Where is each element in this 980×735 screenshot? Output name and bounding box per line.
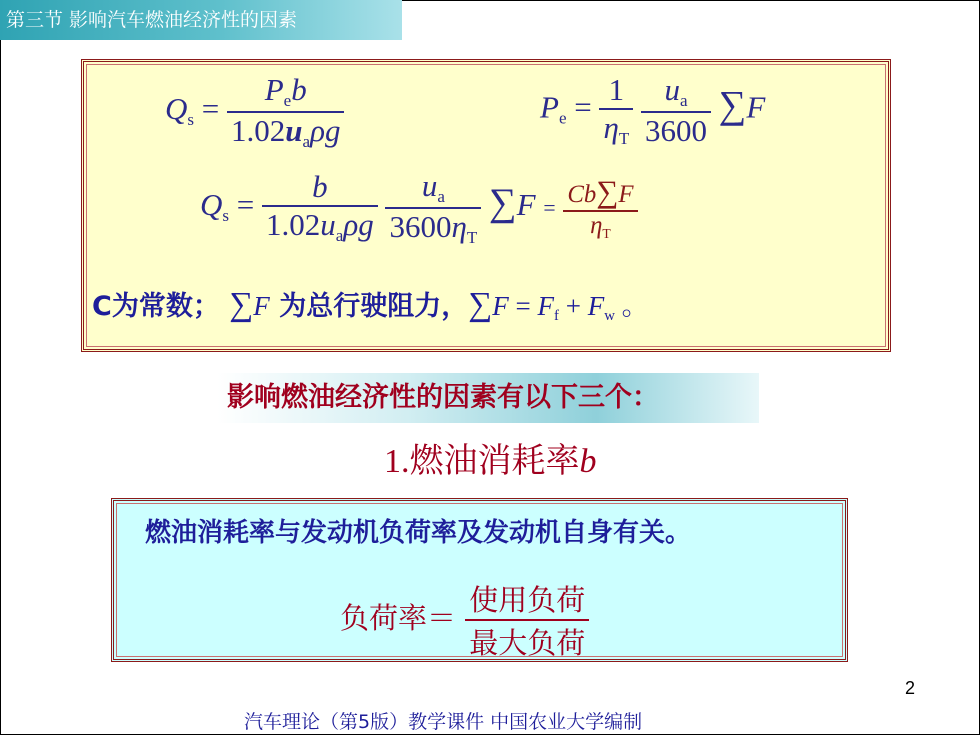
- q3-numerator: Cb∑F: [567, 174, 634, 210]
- equals-sign: =: [201, 91, 220, 127]
- pe-one: 1: [608, 72, 625, 107]
- footer-credit: 汽车理论（第5版）教学课件 中国农业大学编制: [244, 711, 643, 733]
- force-symbol: F: [746, 89, 766, 125]
- q2-ua-numerator: $u_a$: [421, 168, 445, 206]
- force-symbol: F: [516, 187, 536, 223]
- pe-formula: [540, 72, 765, 149]
- q2-numerator: b: [312, 169, 328, 205]
- factor-number: 1.: [384, 443, 410, 480]
- sum-f-term: ∑F: [229, 286, 270, 323]
- q3-denominator: $\eta_T$: [563, 210, 637, 242]
- q3-fraction: [563, 174, 637, 242]
- pe-ua-numerator: $u_a$: [664, 72, 688, 110]
- resistance-equation: $\sum F = F_f + F_w$ 。: [468, 286, 649, 325]
- pe-subscript: e: [558, 108, 567, 128]
- qs-symbol: Q: [165, 91, 188, 127]
- load-rate-label: 负荷率＝: [340, 601, 457, 635]
- pe-symbol: P: [540, 89, 559, 125]
- constant-c-text: C为常数；: [92, 291, 220, 322]
- factor-variable: b: [579, 443, 597, 480]
- qs-symbol: Q: [200, 187, 223, 223]
- qs-formula: [165, 72, 344, 152]
- pe-fraction-eta: [599, 72, 633, 149]
- resistance-text: 为总行驶阻力，: [279, 291, 469, 322]
- constants-line: [92, 284, 649, 325]
- equals-sign: =: [236, 187, 255, 223]
- qs-subscript: s: [222, 206, 230, 226]
- q2-fraction-ua: [385, 168, 481, 248]
- qs-expanded-formula: [200, 168, 638, 248]
- pe-3600: 3600: [641, 111, 711, 149]
- load-rate-denominator: 最大负荷: [465, 619, 589, 662]
- qs-numerator: $P_eb$: [264, 72, 307, 110]
- qs-fraction: [227, 72, 344, 152]
- q2-denominator: $1.02u_a\rho g$: [262, 205, 378, 246]
- q2-3600-eta: $3600\eta_T$: [385, 207, 481, 248]
- equals-sign: =: [543, 196, 556, 221]
- section-title: 第三节 影响汽车燃油经济性的因素: [0, 0, 402, 40]
- sum-symbol: ∑: [489, 181, 517, 225]
- factors-heading: 影响燃油经济性的因素有以下三个：: [217, 373, 759, 423]
- load-statement: 燃油消耗率与发动机负荷率及发动机自身有关。: [145, 518, 692, 548]
- equals-sign: =: [574, 89, 592, 125]
- page-number: 2: [905, 678, 916, 698]
- q2-fraction-b: [262, 169, 378, 246]
- load-rate-formula: [340, 578, 589, 662]
- qs-denominator: $1.02u_a\rho g$: [227, 111, 344, 152]
- load-rate-fraction: [465, 578, 589, 662]
- qs-subscript: s: [187, 110, 195, 130]
- load-rate-numerator: 使用负荷: [469, 583, 586, 617]
- sum-symbol: ∑: [718, 83, 747, 127]
- factor-item-1: [384, 433, 597, 482]
- pe-fraction-ua: [641, 72, 711, 149]
- pe-eta-denominator: $\eta_T$: [599, 108, 633, 149]
- factor-text: 燃油消耗率: [409, 441, 580, 481]
